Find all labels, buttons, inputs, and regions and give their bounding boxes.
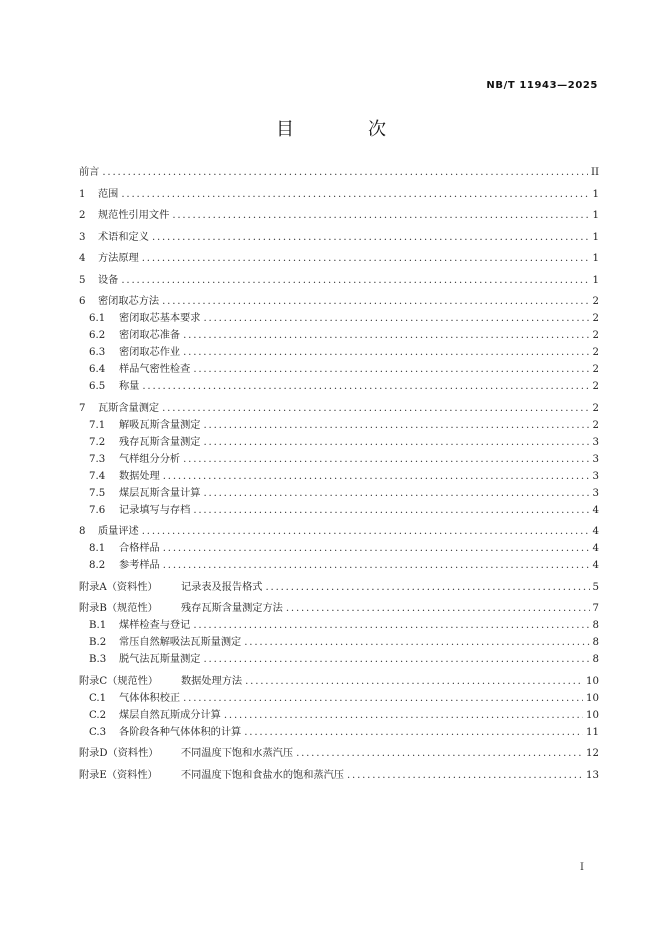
toc-entry-title: 气体体积校正 [119,692,181,704]
toc-leader-dots [204,488,590,499]
toc-leader-dots [183,330,589,341]
toc-entry-label [181,766,344,781]
toc-entry[interactable] [79,249,599,266]
toc-entry[interactable] [79,501,599,518]
toc-entry[interactable] [79,616,599,633]
toc-entry[interactable] [79,271,599,288]
toc-entry-page: 1 [592,210,599,221]
toc-leader-dots [245,676,583,687]
toc-entry[interactable] [79,633,599,650]
toc-entry-page: 2 [592,347,599,358]
toc-entry-number: 7.2 [89,436,106,448]
toc-entry[interactable] [79,578,599,595]
toc-entry[interactable] [79,292,599,309]
toc-entry-title: 解吸瓦斯含量测定 [119,419,201,431]
toc-leader-dots [183,693,583,704]
toc-entry-page: 1 [592,274,599,286]
toc-entry-number: C.3 [89,726,107,738]
toc-entry-label [119,450,180,465]
toc-entry-number: 3 [79,231,86,243]
toc-entry-number: 6.3 [89,347,106,358]
toc-entry-number: 8 [79,526,86,537]
toc-entry-number: 7.6 [89,504,106,516]
toc-entry-number: 4 [79,253,86,264]
toc-entry[interactable] [79,556,599,573]
toc-entry-title: 煤层自然瓦斯成分计算 [119,709,221,721]
toc-entry-page: 13 [586,769,599,781]
toc-entry-page: 2 [592,364,599,375]
toc-entry-title: 不同温度下饱和水蒸汽压 [181,748,294,759]
toc-entry-title: 煤样检查与登记 [119,620,191,631]
toc-entry-label [119,539,160,554]
toc-entry-label [119,467,160,482]
toc-entry-number: 7.4 [89,470,106,482]
toc-entry[interactable] [79,522,599,539]
toc-entry-label [119,706,221,721]
toc-entry-title: 范围 [98,188,119,200]
toc-entry-page: 1 [592,253,599,264]
toc-entry-number: B.1 [89,620,107,631]
toc-leader-dots [102,167,588,178]
toc-leader-dots [204,313,590,324]
toc-entry-title: 密闭取芯基本要求 [119,313,201,324]
toc-entry-page: 4 [592,543,599,554]
toc-leader-dots [183,347,589,358]
toc-entry-page: 3 [592,453,599,465]
toc-entry-title: 瓦斯含量测定 [98,402,160,414]
toc-entry[interactable] [79,450,599,467]
toc-entry-page: 11 [586,726,599,738]
toc-entry-label [98,522,139,537]
toc-entry-title: 不同温度下饱和食盐水的饱和蒸汽压 [181,769,344,781]
toc-entry-page: 4 [592,526,599,537]
toc-leader-dots [204,437,590,448]
toc-entry[interactable] [79,706,599,723]
page-number: I [580,862,584,873]
toc-entry-title: 常压自然解吸法瓦斯量测定 [119,637,242,648]
toc-entry-page: 10 [586,709,599,721]
toc-entry[interactable] [79,228,599,245]
toc-entry-page: 10 [586,675,599,687]
toc-entry-label [119,633,241,648]
toc-entry-number: 2 [79,210,86,221]
page-title: 目 次 [276,119,414,140]
toc-entry-page: 2 [592,330,599,341]
toc-entry-label [119,484,201,499]
toc-leader-dots [266,582,590,593]
toc-leader-dots [244,637,589,648]
toc-leader-dots [162,296,589,307]
toc-entry-number: 6.5 [89,381,106,392]
toc-entry-title: 参考样品 [119,560,160,571]
toc-entry[interactable] [79,599,599,616]
toc-entry-label [119,360,190,375]
toc-leader-dots [121,275,589,286]
toc-entry[interactable] [79,650,599,667]
toc-entry-title: 合格样品 [119,543,160,554]
toc-entry-number: 7.3 [89,453,106,465]
toc-entry-number: 8.2 [89,560,106,571]
toc-leader-dots [152,232,590,243]
toc-entry-label [119,616,190,631]
toc-entry-title: 密闭取芯准备 [119,330,181,341]
toc-entry-label [119,343,180,358]
toc-entry-title: 各阶段各种气体体积的计算 [119,726,242,738]
toc-entry-page: 2 [592,419,599,431]
toc-leader-dots [296,748,583,759]
toc-entry[interactable] [79,416,599,433]
toc-entry-label [98,249,139,264]
toc-entry[interactable] [79,744,599,761]
toc-leader-dots [142,526,590,537]
toc-leader-dots [204,654,590,665]
toc-entry[interactable] [79,343,599,360]
toc-entry-page: 2 [592,313,599,324]
toc-entry[interactable] [79,206,599,223]
toc-entry[interactable] [79,433,599,450]
toc-entry-number: 6.2 [89,330,106,341]
toc-entry-page: 2 [592,296,599,307]
toc-entry[interactable] [79,360,599,377]
toc-entry-number: 附录B（规范性） [79,603,158,614]
toc-leader-dots [224,710,583,721]
toc-entry-title: 记录表及报告格式 [181,581,263,593]
toc-entry-label [119,556,160,571]
toc-entry-label [119,377,139,392]
toc-entry[interactable] [79,309,599,326]
toc-entry-number: 附录A（资料性） [79,581,158,593]
toc-entry-page: 8 [592,620,599,631]
toc-entry-label [119,326,180,341]
toc-entry[interactable] [79,163,599,180]
toc-entry-number: 6.1 [89,313,106,324]
toc-entry-title: 样品气密性检查 [119,364,191,375]
table-of-contents [79,163,599,783]
toc-entry[interactable] [79,326,599,343]
toc-entry-label [98,185,118,200]
toc-entry-number: 附录C（规范性） [79,675,159,687]
toc-entry-number: 6.4 [89,364,106,375]
toc-entry-label [119,309,201,324]
toc-entry-label [98,292,159,307]
toc-entry-label [181,672,242,687]
toc-leader-dots [347,770,583,781]
toc-entry-title: 数据处理 [119,470,160,482]
toc-entry-title: 前言 [79,167,100,178]
toc-entry-label [119,501,190,516]
toc-entry-page: 3 [592,436,599,448]
toc-leader-dots [162,403,589,414]
toc-entry-label [98,228,149,243]
toc-entry-label [181,599,283,614]
toc-entry-page: 5 [592,581,599,593]
toc-entry-number: 附录E（资料性） [79,769,158,781]
toc-entry-number: C.2 [89,709,107,721]
toc-entry-title: 气样组分分析 [119,453,181,465]
toc-leader-dots [142,253,590,264]
toc-entry-page: 7 [592,603,599,614]
toc-entry-title: 方法原理 [98,253,139,264]
toc-leader-dots [244,727,583,738]
toc-entry-label [119,433,201,448]
toc-entry-number: 7.5 [89,487,106,499]
toc-entry-title: 密闭取芯方法 [98,296,160,307]
toc-entry[interactable] [79,185,599,202]
toc-entry-title: 残存瓦斯含量测定 [119,436,201,448]
toc-entry-label [79,163,99,178]
toc-entry-title: 煤层瓦斯含量计算 [119,487,201,499]
toc-leader-dots [163,560,590,571]
toc-entry[interactable] [79,399,599,416]
toc-entry[interactable] [79,467,599,484]
toc-entry-page: 2 [592,381,599,392]
toc-leader-dots [142,381,589,392]
toc-leader-dots [163,543,590,554]
toc-entry-title: 密闭取芯作业 [119,347,181,358]
standard-code: NB/T 11943—2025 [486,80,598,91]
toc-entry-number: 8.1 [89,543,106,554]
toc-entry-label [181,578,263,593]
toc-entry-label [98,399,159,414]
toc-entry-title: 规范性引用文件 [98,210,170,221]
toc-entry-title: 术语和定义 [98,231,149,243]
toc-entry-label [119,689,180,704]
toc-entry-label [98,271,118,286]
toc-leader-dots [204,420,590,431]
toc-entry-title: 设备 [98,274,119,286]
toc-entry[interactable] [79,766,599,783]
toc-entry-label [119,650,201,665]
toc-entry-page: 3 [592,487,599,499]
toc-entry-number: 7 [79,402,86,414]
toc-entry-title: 记录填写与存档 [119,504,191,516]
toc-entry-number: 6 [79,296,86,307]
toc-entry-page: 10 [586,692,599,704]
toc-leader-dots [193,364,589,375]
toc-leader-dots [286,603,590,614]
toc-entry-number: 7.1 [89,419,106,431]
toc-leader-dots [193,505,589,516]
toc-entry-number: 1 [79,188,86,200]
toc-entry-page: 3 [592,470,599,482]
toc-entry[interactable] [79,689,599,706]
toc-entry-page: 4 [592,560,599,571]
toc-leader-dots [183,454,589,465]
toc-leader-dots [163,471,590,482]
toc-entry-title: 脱气法瓦斯量测定 [119,654,201,665]
toc-entry-label [119,416,201,431]
toc-leader-dots [193,620,589,631]
toc-entry-label [181,744,293,759]
toc-entry-page: 1 [592,188,599,200]
toc-entry[interactable] [79,672,599,689]
toc-entry-page: 8 [592,637,599,648]
toc-entry-label [119,723,241,738]
toc-entry-number: 附录D（资料性） [79,748,159,759]
toc-entry-title: 残存瓦斯含量测定方法 [181,603,283,614]
toc-entry-page: 1 [592,231,599,243]
toc-entry[interactable] [79,484,599,501]
toc-entry-number: B.3 [89,654,107,665]
toc-entry-page: 8 [592,654,599,665]
toc-entry-number: B.2 [89,637,107,648]
toc-entry-page: 4 [592,504,599,516]
toc-entry-page: II [590,167,599,178]
toc-leader-dots [121,189,589,200]
toc-leader-dots [172,210,589,221]
toc-entry[interactable] [79,723,599,740]
toc-entry-title: 称量 [119,381,140,392]
toc-entry[interactable] [79,539,599,556]
toc-entry-page: 12 [586,748,599,759]
toc-entry-title: 数据处理方法 [181,675,243,687]
toc-entry-page: 2 [592,402,599,414]
toc-entry-label [98,206,169,221]
toc-entry-title: 质量评述 [98,526,139,537]
toc-entry[interactable] [79,377,599,394]
toc-entry-number: 5 [79,274,86,286]
toc-entry-number: C.1 [89,692,107,704]
